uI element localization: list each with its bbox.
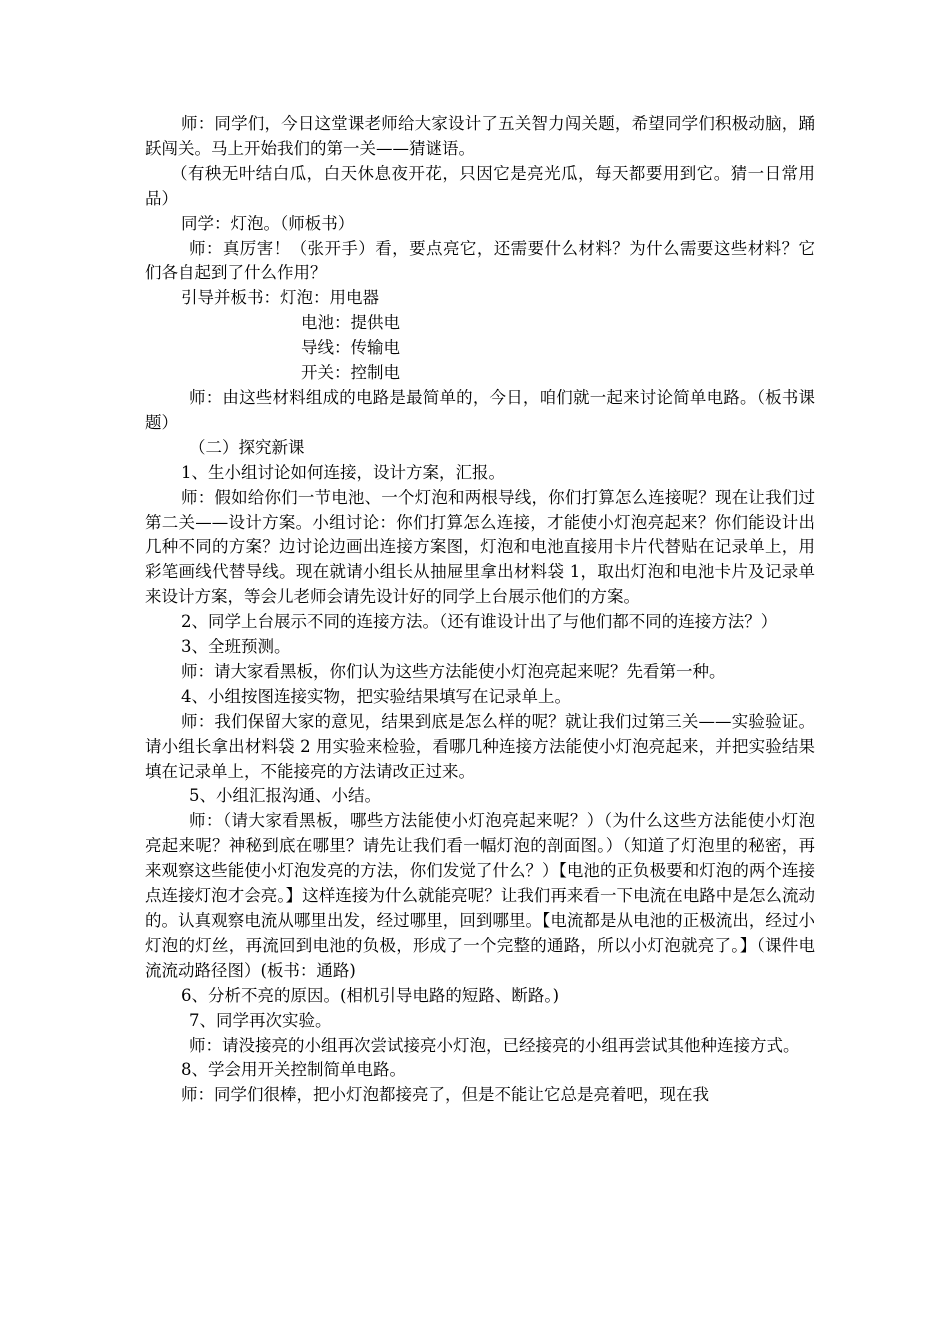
paragraph: 师：（请大家看黑板，哪些方法能使小灯泡亮起来呢？）（为什么这些方法能使小灯泡亮起来呢？神秘到底在哪里？请先让我们看一幅灯泡的剖面图。）（知道了灯泡里的秘密，再来观察这些能使小灯泡发亮的方法，你们发觉了什么？）【电池的正负极要和灯泡的两个连接点连接灯泡才会亮。】这样连接为什么就能亮呢？让我们再来看一下电流在电路中是怎么流动的。认真观察电流从哪里出发，经过哪里，回到哪里。【电流都是从电池的正极流出，经过小灯泡的灯丝，再流回到电池的负极，形成了一个完整的通路，所以小灯泡就亮了。】（课件电流流动路径图）(板书：通路) <box>145 811 815 980</box>
paragraph: 师：请没接亮的小组再次尝试接亮小灯泡，已经接亮的小组再尝试其他种连接方式。 <box>189 1035 800 1055</box>
paragraph: 4、小组按图连接实物，把实验结果填写在记录单上。 <box>181 686 571 706</box>
paragraph: 师：由这些材料组成的电路是最简单的，今日，咱们就一起来讨论简单电路。（板书课题） <box>145 387 815 432</box>
paragraph: 引导并板书：灯泡：用电器 <box>181 288 379 308</box>
paragraph: 6、分析不亮的原因。(相机引导电路的短路、断路。) <box>181 985 560 1005</box>
section-heading: （二）探究新课 <box>189 437 305 457</box>
paragraph: 1、生小组讨论如何连接，设计方案，汇报。 <box>181 462 505 482</box>
paragraph: 师：假如给你们一节电池、一个灯泡和两根导线，你们打算怎么连接呢？现在让我们过第二关——设计方案。小组讨论：你们打算怎么连接，才能使小灯泡亮起来？你们能设计出几种不同的方案？边讨论边画出连接方案图，灯泡和电池直接用卡片代替贴在记录单上，用彩笔画线代替导线。现在就请小组长从抽屉里拿出材料袋 1，取出灯泡和电池卡片及记录单来设计方案，等会儿老师会请先设计好的同学上台展示他们的方案。 <box>145 487 815 607</box>
paragraph: 师：我们保留大家的意见，结果到底是怎么样的呢？就让我们过第三关——实验验证。请小组长拿出材料袋 2 用实验来检验，看哪几种连接方法能使小灯泡亮起来，并把实验结果填在记录单上，不能接亮的方法请改正过来。 <box>145 711 815 781</box>
list-item: 开关：控制电 <box>301 363 400 383</box>
paragraph: 3、全班预测。 <box>181 637 291 657</box>
body-text <box>145 112 815 1108</box>
list-item: 电池：提供电 <box>301 313 400 333</box>
paragraph: 7、同学再次实验。 <box>189 1010 332 1030</box>
list-item: 导线：传输电 <box>301 338 400 358</box>
paragraph: （有秧无叶结白瓜，白天休息夜开花，只因它是亮光瓜，每天都要用到它。猜一日常用品） <box>145 163 815 208</box>
paragraph: 8、学会用开关控制简单电路。 <box>181 1060 406 1080</box>
paragraph: 师：同学们很棒，把小灯泡都接亮了，但是不能让它总是亮着吧，现在我 <box>181 1085 709 1105</box>
paragraph: 师：同学们，今日这堂课老师给大家设计了五关智力闯关题，希望同学们积极动脑，踊跃闯关。马上开始我们的第一关——猜谜语。 <box>145 114 815 158</box>
paragraph: 2、同学上台展示不同的连接方法。（还有谁设计出了与他们都不同的连接方法？） <box>181 612 778 632</box>
paragraph: 师：真厉害！（张开手）看，要点亮它，还需要什么材料？为什么需要这些材料？它们各自起到了什么作用？ <box>145 238 815 283</box>
paragraph: 同学：灯泡。（师板书） <box>181 213 355 233</box>
paragraph: 师：请大家看黑板，你们认为这些方法能使小灯泡亮起来呢？先看第一种。 <box>181 661 726 681</box>
paragraph: 5、小组汇报沟通、小结。 <box>189 786 381 806</box>
